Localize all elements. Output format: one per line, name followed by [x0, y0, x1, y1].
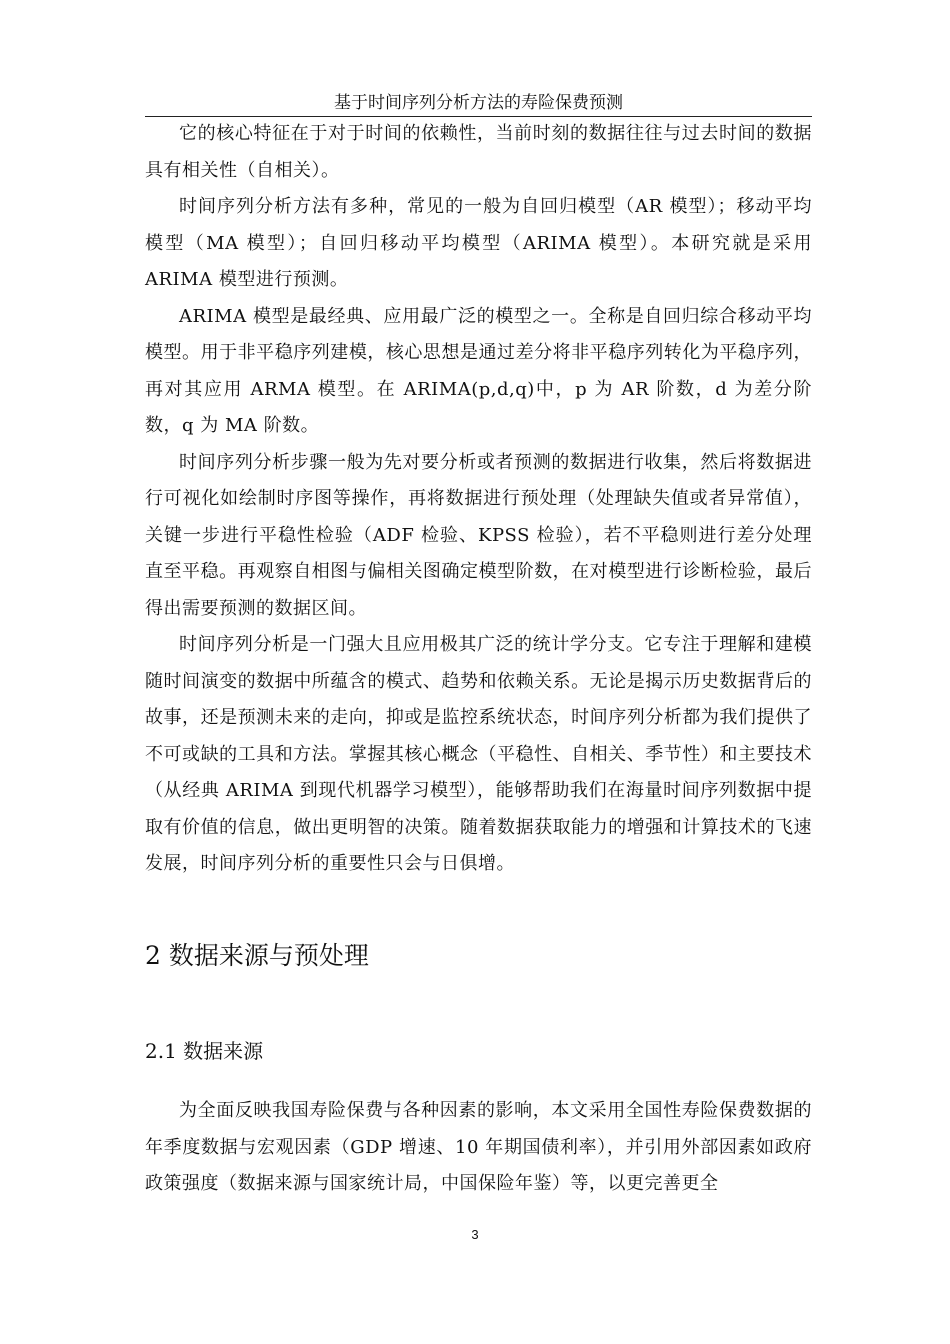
- subsection-heading: 2.1 数据来源: [145, 1039, 264, 1063]
- section-heading: 2 数据来源与预处理: [145, 941, 369, 970]
- paragraph-autocorrelation: 它的核心特征在于对于时间的依赖性，当前时刻的数据往往与过去时间的数据具有相关性（自相关）。: [145, 123, 812, 181]
- paragraph-model-types: 时间序列分析方法有多种，常见的一般为自回归模型（AR 模型）；移动平均模型（MA 模型）；自回归移动平均模型（ARIMA 模型）。本研究就是采用 ARIMA 模型进行预测。: [145, 196, 812, 290]
- paragraph-summary: 时间序列分析是一门强大且应用极其广泛的统计学分支。它专注于理解和建模随时间演变的数据中所蕴含的模式、趋势和依赖关系。无论是揭示历史数据背后的故事，还是预测未来的走向，抑或是监控系统状态，时间序列分析都为我们提供了不可或缺的工具和方法。掌握其核心概念（平稳性、自相关、季节性）和主要技术（从经典 ARIMA 到现代机器学习模型），能够帮助我们在海量时间序列数据中提取有价值的信息，做出更明智的决策。随着数据获取能力的增强和计算技术的飞速发展，时间序列分析的重要性只会与日俱增。: [145, 634, 812, 874]
- data-source-body: [145, 1093, 812, 1203]
- paragraph-arima: ARIMA 模型是最经典、应用最广泛的模型之一。全称是自回归综合移动平均模型。用于非平稳序列建模，核心思想是通过差分将非平稳序列转化为平稳序列，再对其应用 ARMA 模型。在 ARIMA(p,d,q)中，p 为 AR 阶数，d 为差分阶数，q 为 MA 阶数。: [145, 305, 812, 436]
- paragraph-data-source: 为全面反映我国寿险保费与各种因素的影响，本文采用全国性寿险保费数据的年季度数据与宏观因素（GDP 增速、10 年期国债利率），并引用外部因素如政府政策强度（数据来源与国家统计局，中国保险年鉴）等，以更完善更全: [145, 1100, 812, 1194]
- paragraph-analysis-steps: 时间序列分析步骤一般为先对要分析或者预测的数据进行收集，然后将数据进行可视化如绘制时序图等操作，再将数据进行预处理（处理缺失值或者异常值），关键一步进行平稳性检验（ADF 检验、KPSS 检验），若不平稳则进行差分处理直至平稳。再观察自相图与偏相关图确定模型阶数，在对模型进行诊断检验，最后得出需要预测的数据区间。: [145, 451, 812, 619]
- intro-body: [145, 116, 812, 883]
- running-header: 基于时间序列分析方法的寿险保费预测: [334, 93, 623, 113]
- page-number: 3: [471, 1227, 479, 1242]
